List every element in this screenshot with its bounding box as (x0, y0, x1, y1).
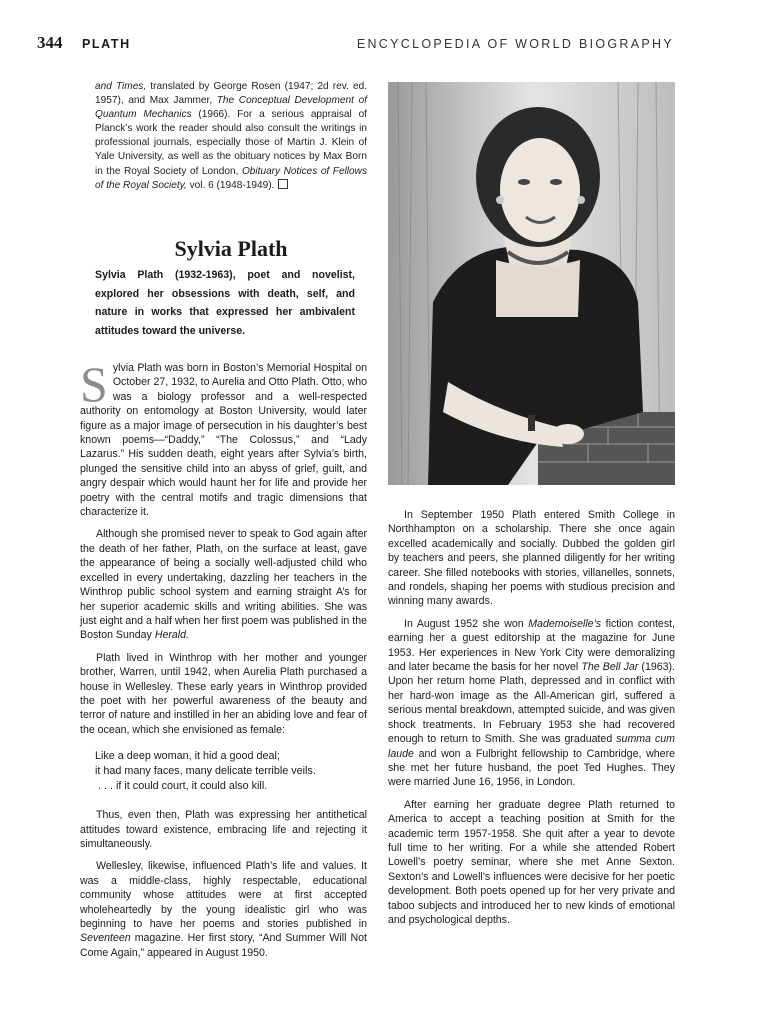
paragraph-text: In August 1952 she won (404, 617, 529, 630)
biblio-text: vol. 6 (1948-1949). (186, 179, 275, 191)
biblio-text: translated by George Rosen (1947; 2d rev. ed. 1957), and Max Jammer, (95, 81, 367, 107)
paragraph-text: Although she promised never to speak to God again after the death of her father, Plath, on the surface at least, gave the appearance of being a socially well-adjusted child who excelled in every undertaking, dazzling her teachers in the Winthrop public school system and earning straight A’s for her superior academic skills and writing abilities. She was just eight and a half when her first poem was published in the Boston Sunday (80, 528, 367, 642)
paragraph (80, 356, 367, 519)
paragraph: Plath lived in Winthrop with her mother and younger brother, Warren, until 1942, when Aurelia Plath purchased a house in Wellesley. These early years in Winthrop provided the poet with her powerful awareness of the beauty and terror of nature and instilled in her an abiding love and fear of the ocean, which she envisioned as female: (80, 651, 367, 736)
paragraph-text: Mademoiselle’s (528, 617, 602, 630)
poem-quote (95, 749, 367, 794)
paragraph-text: ylvia Plath was born in Boston’s Memorial Hospital on October 27, 1932, to Aurelia and Otto Plath. Otto, who was a biology professor and a well-respected authority on entomology at Boston University, would later figure as a major image of persecution in his daughter’s best known poems—“Daddy,” “The Colossus,” and “Lady Lazarus.” His sudden death, eight years after Sylvia’s birth, plunged the sensitive child into an abyss of grief, guilt, and angry despair which would haunt her for life and provide her poetry with the central motifs and tragic dimensions that characterize it. (80, 362, 367, 519)
biblio-text: The Conceptual Development of Quantum Mechanics (95, 95, 367, 121)
article-abstract: Sylvia Plath (1932-1963), poet and novelist, explored her obsessions with death, self, and nature in works that expressed her ambivalent attitudes toward the universe. (95, 269, 355, 337)
biblio-text: Obituary Notices of Fellows of the Royal Society, (95, 165, 367, 191)
paragraph-text: Wellesley, likewise, influenced Plath’s life and values. It was a middle-class, highly respectable, educational community whose attitudes were at first accepted wholeheartedly by the young idealistic girl who was beginning to have her poems and stories published in (80, 860, 367, 930)
paragraph (388, 617, 675, 790)
paragraph-text: and won a Fulbright fellowship to Cambridge, where she met her future husband, the poet Ted Hughes. They were married June 16, 1956, in London. (388, 747, 675, 789)
paragraph-text: Herald. (154, 629, 189, 642)
biblio-text: and Times, (95, 81, 147, 92)
paragraph-text: magazine. Her first story, “And Summer Will Not Come Again,” appeared in August 1950. (80, 932, 367, 959)
paragraph (80, 527, 367, 642)
biblio-text: (1966). For a serious appraisal of Planck’s work the reader should also consult the writings in professional journals, especially those of Martin J. Klein of Yale University, as well as the obituary notices by Max Born in the Royal Society of London, (95, 109, 367, 177)
paragraph (80, 859, 367, 960)
paragraph: Thus, even then, Plath was expressing her antithetical attitudes toward existence, embracing life and rejecting it simultaneously. (80, 809, 367, 850)
paragraph-text: summa cum laude (388, 733, 676, 760)
paragraph: In September 1950 Plath entered Smith College in Northhampton on a scholarship. There she once again excelled academically and socially. Dubbed the golden girl by teachers and peers, she planned diligently for her writing career. She filled notebooks with stories, villanelles, sonnets, and rondels, shaping her poems with studious precision and winning many awards. (388, 509, 675, 608)
paragraph-text: (1963). Upon her return home Plath, depressed and in conflict with her hard-won image as the All-American girl, suffered a serious mental breakdown, attempted suicide, and was given shock treatments. In February 1953 she had recovered enough to return to Smith. She was graduated (388, 661, 676, 746)
paragraph: After earning her graduate degree Plath returned to America to accept a teaching position at Smith for the academic term 1957-1958. She quit after a year to devote full time to her writing. For a while she attended Robert Lowell’s poetry seminar, where she met Anne Sexton. Sexton’s and Lowell’s influences were decisive for her poetic development. Both poets opened up for her very private and taboo subjects and introduced her to new kinds of emotional and psychological depths. (388, 798, 675, 926)
paragraph-text: fiction contest, earning her a guest editorship at the magazine for June 1953. Her experiences in New York City were demoralizing and later became the basis for her novel (388, 617, 675, 674)
left-column (80, 356, 367, 960)
publication-title: ENCYCLOPEDIA OF WORLD BIOGRAPHY (356, 37, 674, 51)
poem-line: it had many faces, many delicate terrible veils. (95, 765, 316, 778)
drop-cap: S (80, 356, 108, 412)
end-of-article-mark-icon (278, 179, 288, 189)
paragraph-text: The Bell Jar (581, 661, 639, 674)
paragraph-text: Seventeen (80, 932, 131, 945)
right-column (388, 508, 675, 927)
running-header-name: PLATH (82, 37, 131, 51)
page-number: 344 (37, 33, 63, 52)
poem-line: . . . if it could court, it could also kill. (95, 780, 268, 793)
bibliography-continued (95, 80, 367, 193)
article-title: Sylvia Plath (174, 236, 288, 261)
portrait-photo (388, 82, 675, 485)
poem-line: Like a deep woman, it hid a good deal; (95, 750, 280, 763)
